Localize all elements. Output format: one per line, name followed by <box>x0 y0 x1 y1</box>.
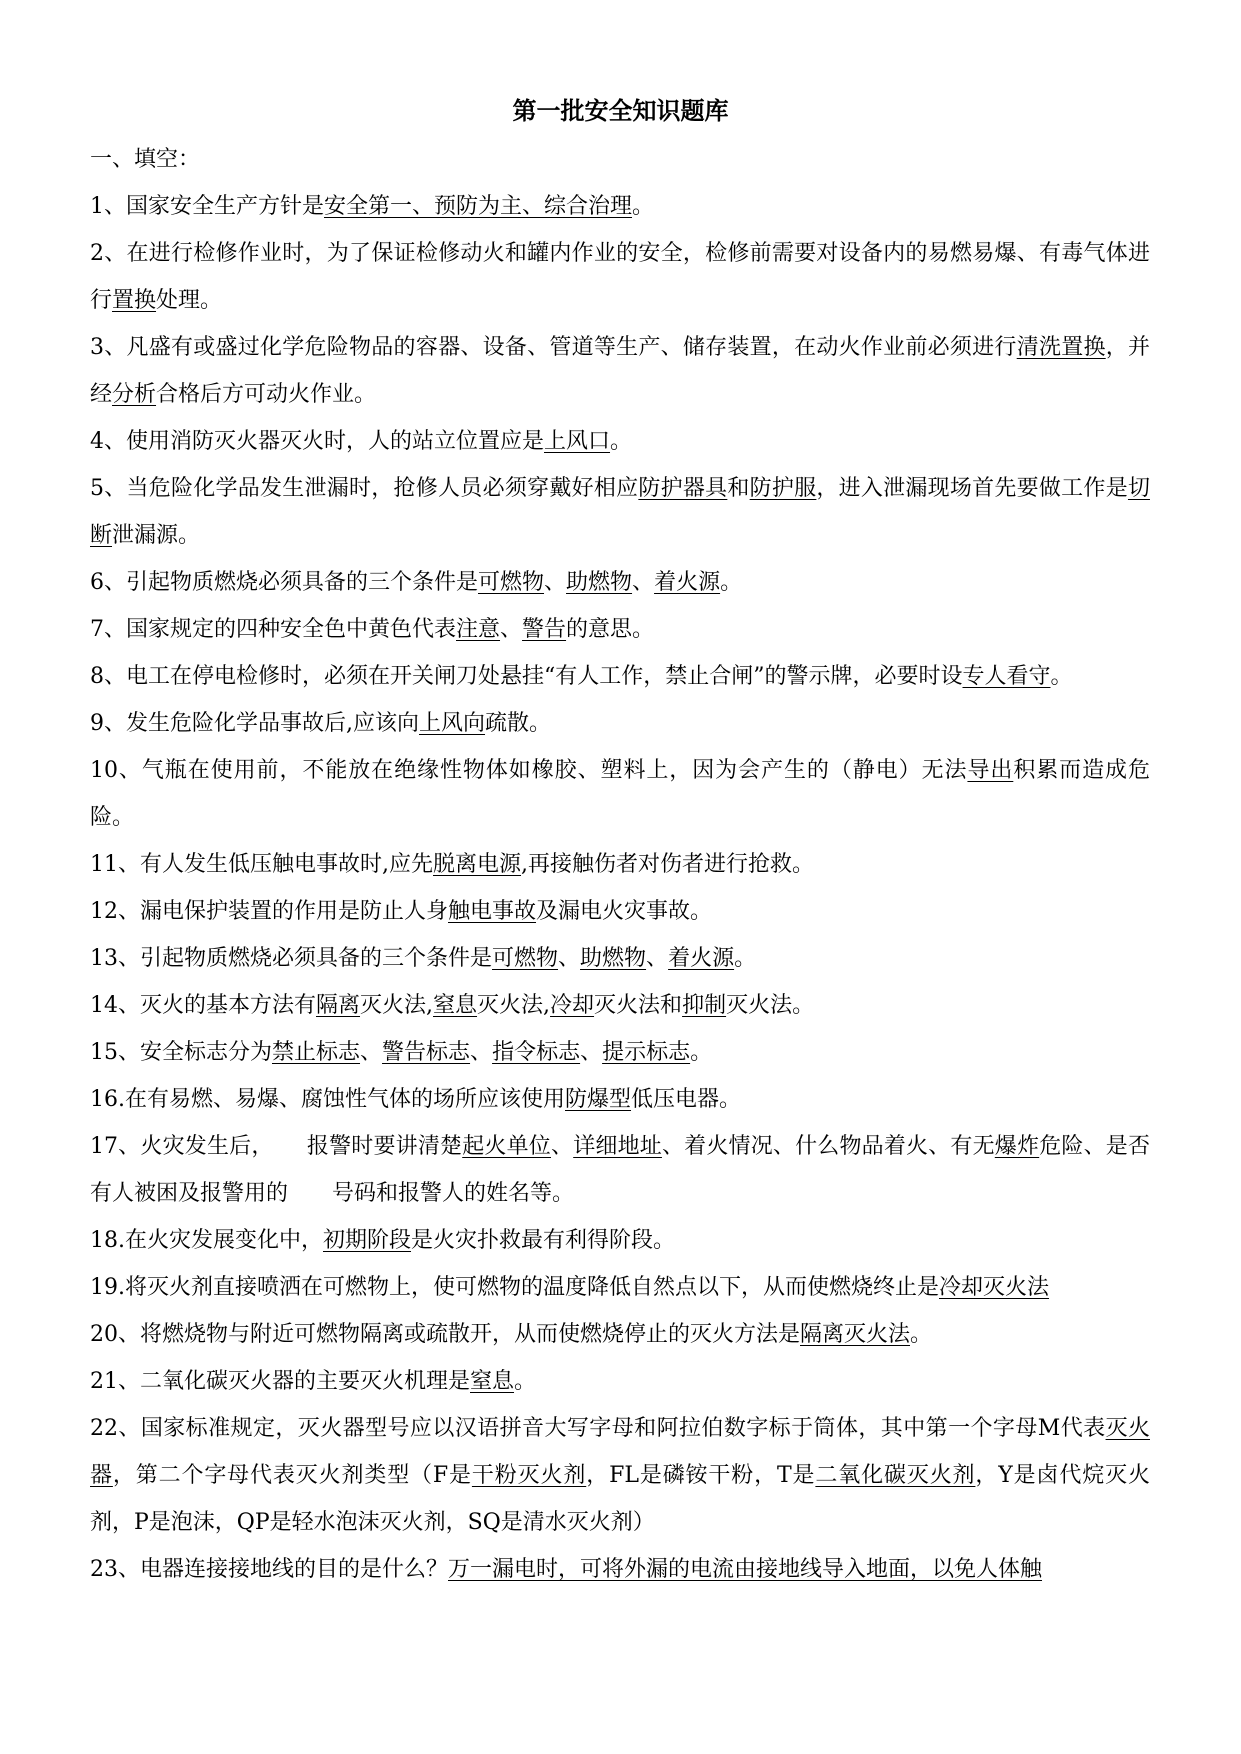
question-text: 。 <box>690 1040 713 1065</box>
question-text: 。 <box>734 946 757 971</box>
answer-text: 冷却 <box>550 993 595 1018</box>
question-text: 灭火法和 <box>594 993 683 1018</box>
question-text: 及漏电火灾事故。 <box>536 899 713 924</box>
question-text: 11、有人发生低压触电事故时,应先 <box>90 852 433 877</box>
question-text: 13、引起物质燃烧必须具备的三个条件是 <box>90 946 492 971</box>
answer-text: 脱离电源 <box>433 852 522 877</box>
question-item <box>90 1358 1150 1405</box>
question-text: 。 <box>910 1322 933 1347</box>
question-text: ，并经 <box>90 335 1150 407</box>
question-item <box>90 1405 1150 1546</box>
section-heading: 一、填空： <box>90 147 201 172</box>
question-text: 。 <box>1050 664 1073 689</box>
question-text: 、着火情况、什么物品着火、有无 <box>661 1134 995 1159</box>
question-text: 泄漏源。 <box>112 523 201 548</box>
question-text: 9、发生危险化学品事故后,应该向 <box>90 711 419 736</box>
question-text: 15、安全标志分为 <box>90 1040 272 1065</box>
answer-text: 起火单位 <box>462 1134 551 1159</box>
question-text: 、 <box>646 946 669 971</box>
question-text: 低压电器。 <box>631 1087 742 1112</box>
question-text: 14、灭火的基本方法有 <box>90 993 316 1018</box>
answer-text: 禁止标志 <box>272 1040 361 1065</box>
answer-text: 安全第一、预防为主、综合治理 <box>324 194 633 219</box>
answer-text: 爆炸 <box>994 1134 1040 1159</box>
answer-text: 防护服 <box>749 476 817 501</box>
question-text: 处理。 <box>156 288 223 313</box>
answer-text: 防爆型 <box>565 1087 632 1112</box>
question-item <box>90 700 1150 747</box>
question-item <box>90 1029 1150 1076</box>
answer-text: 分析 <box>112 382 157 407</box>
answer-text: 可燃物 <box>492 946 559 971</box>
answer-text: 上风向 <box>419 711 486 736</box>
answer-text: 窒息 <box>433 993 478 1018</box>
question-text: ，Y是卤代烷灭火剂，P是泡沫，QP是轻水泡沫灭火剂，SQ是清水灭火剂） <box>90 1463 1150 1535</box>
question-list <box>90 183 1150 1593</box>
answer-text: 触电事故 <box>448 899 537 924</box>
question-text: 是火灾扑救最有利得阶段。 <box>411 1228 676 1253</box>
question-item <box>90 465 1150 559</box>
answer-text: 专人看守 <box>962 664 1051 689</box>
question-text: 、 <box>558 946 581 971</box>
question-text: 。 <box>720 570 743 595</box>
question-item <box>90 935 1150 982</box>
answer-text: 二氧化碳灭火剂 <box>815 1463 976 1488</box>
question-text: 8、电工在停电检修时，必须在开关闸刀处悬挂“有人工作，禁止合闸”的警示牌，必要时设 <box>90 664 963 689</box>
question-text: 、 <box>500 617 523 642</box>
answer-text: 注意 <box>456 617 501 642</box>
question-text: 、 <box>544 570 567 595</box>
question-text: 19.将灭火剂直接喷洒在可燃物上，使可燃物的温度降低自然点以下，从而使燃烧终止是 <box>90 1275 939 1300</box>
question-text: ，FL是磷铵干粉，T是 <box>586 1463 816 1488</box>
question-text: 、 <box>470 1040 493 1065</box>
question-item <box>90 1546 1150 1593</box>
question-text: 合格后方可动火作业。 <box>156 382 377 407</box>
answer-text: 灭火器 <box>90 1416 1150 1488</box>
answer-text: 窒息 <box>470 1369 515 1394</box>
question-text: ，第二个字母代表灭火剂类型（F是 <box>112 1463 472 1488</box>
question-item <box>90 1123 1150 1217</box>
question-text: 1、国家安全生产方针是 <box>90 194 324 219</box>
question-text: 。 <box>632 194 655 219</box>
answer-text: 冷却灭火法 <box>939 1275 1050 1300</box>
question-item <box>90 747 1150 841</box>
answer-text: 防护器具 <box>638 476 728 501</box>
question-text: 10、气瓶在使用前，不能放在绝缘性物体如橡胶、塑料上，因为会产生的（静电）无法 <box>90 758 968 783</box>
question-text: 4、使用消防灭火器灭火时，人的站立位置应是 <box>90 429 544 454</box>
answer-text: 提示标志 <box>602 1040 691 1065</box>
question-text: 6、引起物质燃烧必须具备的三个条件是 <box>90 570 478 595</box>
answer-text: 指令标志 <box>492 1040 581 1065</box>
question-item <box>90 1264 1150 1311</box>
question-item <box>90 982 1150 1029</box>
question-text: 疏散。 <box>485 711 552 736</box>
question-item <box>90 324 1150 418</box>
question-text: 、 <box>550 1134 574 1159</box>
question-text: 23、电器连接接地线的目的是什么？ <box>90 1557 448 1582</box>
question-text: 7、国家规定的四种安全色中黄色代表 <box>90 617 456 642</box>
answer-text: 隔离 <box>316 993 361 1018</box>
answer-text: 助燃物 <box>566 570 633 595</box>
question-text: 21、二氧化碳灭火器的主要灭火机理是 <box>90 1369 470 1394</box>
answer-text: 干粉灭火剂 <box>471 1463 587 1488</box>
answer-text: 上风口 <box>544 429 611 454</box>
answer-text: 详细地址 <box>573 1134 662 1159</box>
answer-text: 导出 <box>967 758 1014 783</box>
question-item <box>90 183 1150 230</box>
question-text: 、 <box>632 570 655 595</box>
question-text: 灭火法, <box>477 993 551 1018</box>
question-item <box>90 1076 1150 1123</box>
answer-text: 抑制 <box>682 993 727 1018</box>
question-item <box>90 606 1150 653</box>
question-text: 20、将燃烧物与附近可燃物隔离或疏散开，从而使燃烧停止的灭火方法是 <box>90 1322 800 1347</box>
answer-text: 警告 <box>522 617 567 642</box>
answer-text: 警告标志 <box>382 1040 471 1065</box>
question-text: 和 <box>727 476 750 501</box>
question-text: 12、漏电保护装置的作用是防止人身 <box>90 899 448 924</box>
question-item <box>90 559 1150 606</box>
question-text: 、 <box>580 1040 603 1065</box>
answer-text: 着火源 <box>654 570 721 595</box>
answer-text: 着火源 <box>668 946 735 971</box>
question-text: ,再接触伤者对伤者进行抢救。 <box>521 852 815 877</box>
question-text: 的意思。 <box>566 617 655 642</box>
question-item <box>90 888 1150 935</box>
question-text: 。 <box>514 1369 537 1394</box>
question-item <box>90 841 1150 888</box>
question-item <box>90 230 1150 324</box>
question-item <box>90 653 1150 700</box>
answer-text: 万一漏电时，可将外漏的电流由接地线导入地面，以免人体触 <box>448 1557 1043 1582</box>
answer-text: 助燃物 <box>580 946 647 971</box>
question-item <box>90 1217 1150 1264</box>
question-text: 灭火法。 <box>726 993 815 1018</box>
answer-text: 初期阶段 <box>323 1228 412 1253</box>
question-text: 、 <box>360 1040 383 1065</box>
question-text: 。 <box>610 429 633 454</box>
question-text: 18.在火灾发展变化中， <box>90 1228 323 1253</box>
document-content <box>90 136 1150 1593</box>
question-text: 17、火灾发生后， 报警时要讲清楚 <box>90 1134 463 1159</box>
answer-text: 置换 <box>112 288 157 313</box>
answer-text: 可燃物 <box>478 570 545 595</box>
answer-text: 隔离灭火法 <box>800 1322 911 1347</box>
question-item <box>90 418 1150 465</box>
document-title: 第一批安全知识题库 <box>512 97 729 125</box>
question-text: 22、国家标准规定，灭火器型号应以汉语拼音大写字母和阿拉伯数字标于筒体，其中第一个字母M代表 <box>90 1416 1106 1441</box>
question-text: 5、当危险化学品发生泄漏时，抢修人员必须穿戴好相应 <box>90 476 639 501</box>
question-text: 积累而造成危险。 <box>90 758 1150 830</box>
answer-text: 切断 <box>90 476 1150 548</box>
question-text: ，进入泄漏现场首先要做工作是 <box>816 476 1128 501</box>
answer-text: 清洗置换 <box>1016 335 1106 360</box>
question-text: 2、在进行检修作业时，为了保证检修动火和罐内作业的安全，检修前需要对设备内的易燃易爆、有毒气体进行 <box>90 241 1150 313</box>
question-text: 3、凡盛有或盛过化学危险物品的容器、设备、管道等生产、储存装置，在动火作业前必须进行 <box>90 335 1017 360</box>
question-item <box>90 1311 1150 1358</box>
question-text: 危险、是否有人被困及报警用的 号码和报警人的姓名等。 <box>90 1134 1150 1206</box>
question-text: 16.在有易燃、易爆、腐蚀性气体的场所应该使用 <box>90 1087 565 1112</box>
question-text: 灭火法, <box>360 993 434 1018</box>
